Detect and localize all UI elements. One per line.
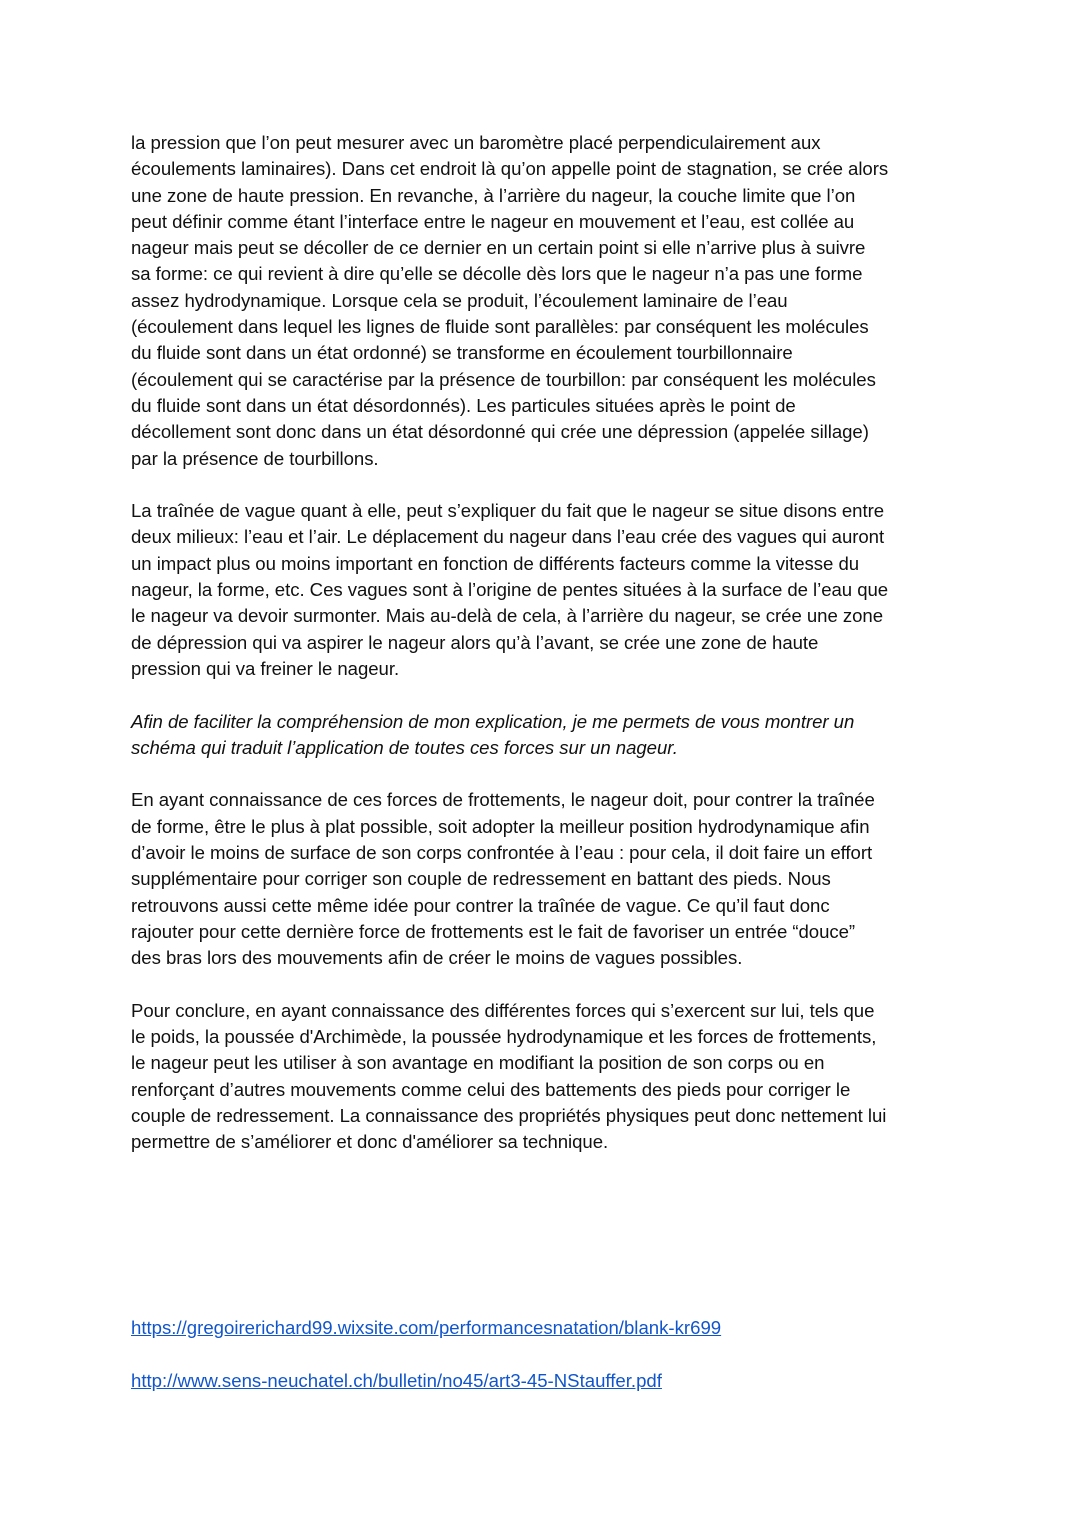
paragraph — [131, 130, 961, 472]
paragraph-spacer — [131, 761, 961, 787]
text-line: une zone de haute pression. En revanche, à l’arrière du nageur, la couche limite que l’on — [131, 184, 856, 206]
text-line: un impact plus ou moins important en fonction de différents facteurs comme la vitesse du — [131, 552, 860, 574]
text-line: la pression que l’on peut mesurer avec un baromètre placé perpendiculairement aux — [131, 132, 821, 153]
text-line: écoulements laminaires). Dans cet endroit là qu’on appelle point de stagnation, se crée alors — [131, 158, 889, 180]
text-line: retrouvons aussi cette même idée pour contrer la traînée de vague. Ce qu’il faut donc — [131, 894, 830, 916]
text-line: de forme, être le plus à plat possible, soit adopter la meilleur position hydrodynamique afin — [131, 815, 870, 837]
text-line: des bras lors des mouvements afin de créer le moins de vagues possibles. — [131, 947, 743, 969]
text-line: permettre de s’améliorer et donc d'améliorer sa technique. — [131, 1131, 609, 1153]
references — [131, 1315, 721, 1394]
text-line: assez hydrodynamique. Lorsque cela se produit, l’écoulement laminaire de l’eau — [131, 289, 788, 311]
text-line: décollement sont donc dans un état désordonné qui crée une dépression (appelée sillage) — [131, 421, 869, 443]
text-line: nageur mais peut se décoller de ce dernier en un certain point si elle n’arrive plus à suivre — [131, 237, 866, 259]
text-line: le nageur va devoir surmonter. Mais au-delà de cela, à l’arrière du nageur, se crée une zone — [131, 605, 883, 627]
text-line: du fluide sont dans un état ordonné) se transforme en écoulement tourbillonnaire — [131, 342, 793, 364]
reference-link-2[interactable]: http://www.sens-neuchatel.ch/bulletin/no45/art3-45-NStauffer.pdf — [131, 1369, 662, 1391]
text-line: (écoulement dans lequel les lignes de fluide sont parallèles: par conséquent les molécules — [131, 316, 869, 338]
document-body — [131, 130, 961, 1156]
text-line: nageur, la forme, etc. Ces vagues sont à l’origine de pentes situées à la surface de l’eau que — [131, 579, 889, 601]
text-line: de dépression qui va aspirer le nageur alors qu’à l’avant, se crée une zone de haute — [131, 631, 819, 653]
text-line: d’avoir le moins de surface de son corps confrontée à l’eau : pour cela, il doit faire un effort — [131, 842, 873, 864]
text-line: par la présence de tourbillons. — [131, 447, 379, 469]
paragraph — [131, 787, 961, 971]
text-line: Afin de faciliter la compréhension de mon explication, je me permets de vous montrer un — [131, 710, 855, 732]
reference-link-1[interactable]: https://gregoirerichard99.wixsite.com/performancesnatation/blank-kr699 — [131, 1317, 722, 1338]
paragraph-spacer — [131, 472, 961, 498]
paragraph — [131, 998, 961, 1156]
text-line: renforçant d’autres mouvements comme celui des battements des pieds pour corriger le — [131, 1078, 851, 1100]
text-line: peut définir comme étant l’interface entre le nageur en mouvement et l’eau, est collée au — [131, 210, 855, 232]
italic-note-paragraph — [131, 709, 961, 762]
text-line: sa forme: ce qui revient à dire qu’elle se décolle dès lors que le nageur n’a pas une forme — [131, 263, 863, 285]
text-line: rajouter pour cette dernière force de frottements est le fait de favoriser un entrée “douce” — [131, 920, 856, 942]
text-line: schéma qui traduit l’application de toutes ces forces sur un nageur. — [131, 736, 678, 758]
text-line: La traînée de vague quant à elle, peut s’expliquer du fait que le nageur se situe disons entre — [131, 500, 885, 522]
text-line: pression qui va freiner le nageur. — [131, 657, 400, 679]
text-line: Pour conclure, en ayant connaissance des différentes forces qui s’exercent sur lui, tels que — [131, 999, 875, 1021]
text-line: le poids, la poussée d'Archimède, la poussée hydrodynamique et les forces de frottements, — [131, 1026, 877, 1048]
text-line: supplémentaire pour corriger son couple de redressement en battant des pieds. Nous — [131, 868, 831, 890]
text-line: (écoulement qui se caractérise par la présence de tourbillon: par conséquent les molécules — [131, 368, 876, 390]
paragraph-spacer — [131, 682, 961, 708]
text-line: deux milieux: l’eau et l’air. Le déplacement du nageur dans l’eau crée des vagues qui auront — [131, 526, 885, 548]
paragraph — [131, 498, 961, 682]
text-line: En ayant connaissance de ces forces de frottements, le nageur doit, pour contrer la traînée — [131, 789, 875, 811]
paragraph-spacer — [131, 972, 961, 998]
text-line: du fluide sont dans un état désordonnés). Les particules situées après le point de — [131, 394, 796, 416]
text-line: le nageur peut les utiliser à son avantage en modifiant la position de son corps ou en — [131, 1052, 825, 1074]
text-line: couple de redressement. La connaissance des propriétés physiques peut donc nettement lui — [131, 1104, 887, 1126]
